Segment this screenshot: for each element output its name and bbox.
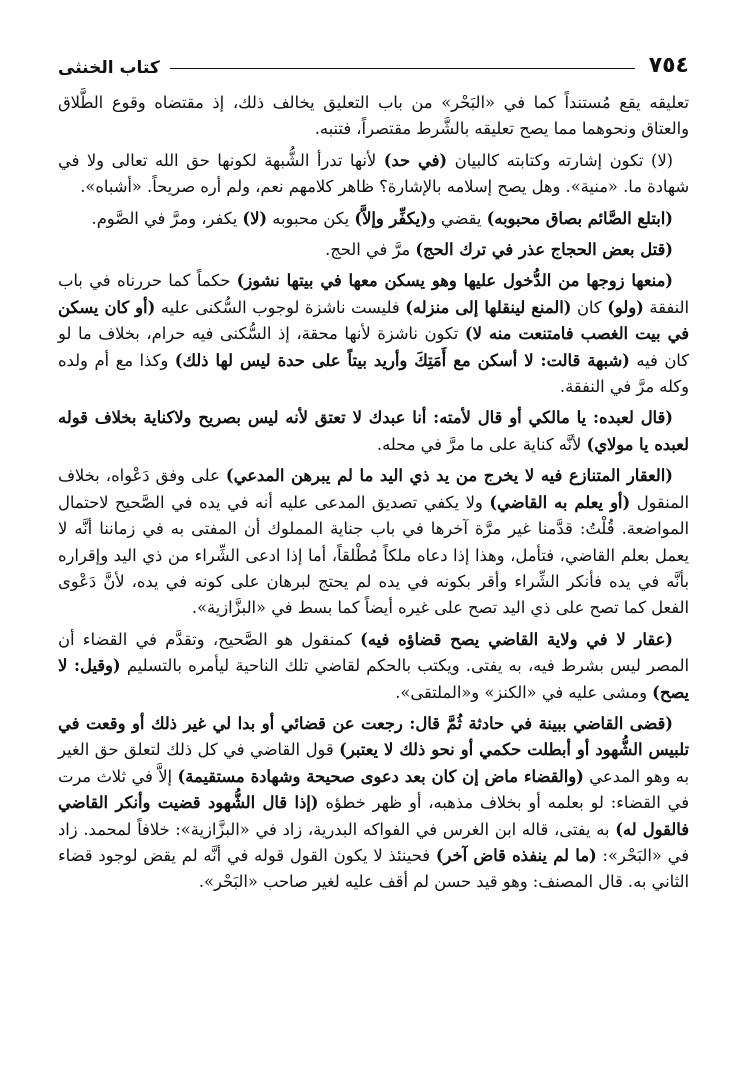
text-run: (لا) تكون إشارته وكتابته كالبيان <box>447 150 673 170</box>
text-run: لأنَّه كناية على ما مرَّ في محله. <box>376 434 587 454</box>
paragraph <box>58 268 689 400</box>
bold-text: (منعها زوجها من الدُّخول عليها وهو يسكن معها في بيتها نشوز) <box>236 271 673 291</box>
bold-text: (أو كان يسكن في بيت الغصب فامتنعت منه لا) <box>58 297 689 344</box>
bold-text: (أو يعلم به القاضي) <box>489 492 631 512</box>
text-run: فحينئذ لا يكون القول قوله في أنَّه لم يقض لوجود قضاء الثاني به. قال المصنف: وهو قيد حسن لم أقف عليه لغير صاحب «البَحْر». <box>58 845 689 892</box>
bold-text: (المنع لينقلها إلى منزله) <box>405 297 572 317</box>
text-run: تعليقه يقع مُستنداً كما في «البَحْر» من باب التعليق يخالف ذلك، إذ مقتضاه وقوع الطَّلاق والعتاق ونحوهما مما يصح تعليقه بالشَّرط مقتصراً، فتنبه. <box>58 93 689 139</box>
bold-text: (العقار المتنازع فيه لا يخرج من يد ذي اليد ما لم يبرهن المدعي) <box>225 466 673 486</box>
paragraph <box>58 206 689 232</box>
text-run: كان <box>571 297 608 317</box>
text-run: يقضي و <box>427 208 487 228</box>
paragraph <box>58 148 689 201</box>
paragraph <box>58 463 689 621</box>
text-run: مرَّ في الحج. <box>325 240 416 260</box>
page-header <box>58 44 689 78</box>
text-run: ولا يكفي تصديق المدعى عليه أنه في يده في الصَّحيح لاحتمال المواضعة. قُلْتُ: قدَّمنا غير مرَّة آخرها في باب جناية المملوك أن المفتى به في زماننا أنَّه لا يعمل بعلم القاضي، فتأمل، وهذا إذا دعاه ملكاً مُطْلقاً، أما إذا ادعى الشِّراء من ذي اليد وإقراره بأنَّه في يده فأنكر الشِّراء وأقر بكونه في يده لم يحتج لبرهان على كونه في يده، لأنَّ دَعْوى الفعل كما تصح على ذي اليد تصح على غيره أيضاً كما بسط في «البزَّازية». <box>58 492 689 618</box>
bold-text: (قضى القاضي ببينة في حادثة ثُمَّ قال: رجعت عن قضائي أو بدا لي غير ذلك أو وقعت في تلبيس الشُّهود أو أبطلت حكمي أو نحو ذلك لا يعتبر) <box>58 713 689 760</box>
paragraph <box>58 405 689 458</box>
text-run: به يفتى، قاله ابن الغرس في الفواكه البدرية، زاد في «البزَّازية»: خلافاً لمحمد. زاد في «البَحْر»: <box>58 819 689 865</box>
text-run: كمنقول هو الصَّحيح، وتقدَّم في القضاء أن المصر ليس بشرط فيه، به يفتى. ويكتب بالحكم لقاضي تلك الناحية ليأمره بالتسليم <box>58 629 689 676</box>
text-run: قول القاضي في كل ذلك لتعلق حق الغير به وهو المدعي <box>58 740 690 786</box>
paragraph <box>58 711 689 896</box>
paragraph <box>58 627 689 706</box>
text-run: إلاَّ في ثلاث مرت في القضاء: لو بعلمه أو بخلاف مذهبه، أو ظهر خطؤه <box>58 766 689 813</box>
bold-text: (يكفِّر وإلاَّ) <box>354 208 428 228</box>
text-run: تكون ناشزة لأنها محقة، إذ السُّكنى فيه حرام، بخلاف ما لو كان فيه <box>58 324 689 370</box>
bold-text: (ولو) <box>607 297 644 317</box>
text-run: وكذا مع أم ولده وكله مرَّ في النفقة. <box>58 350 689 397</box>
bold-text: (شبهة قالت: لا أسكن مع أَمَتِكَ وأريد بيتاً على حدة ليس لها ذلك) <box>174 350 630 370</box>
text-run: ومشى عليه في «الكنز» و«الملتقى». <box>395 682 653 702</box>
bold-text: (في حد) <box>383 150 448 170</box>
body-text <box>58 90 689 896</box>
running-title: كتاب الخنثى <box>58 58 160 78</box>
bold-text: (وقيل: لا يصح) <box>58 656 689 702</box>
text-run: يكفر، ومرَّ في الصَّوم. <box>91 208 243 228</box>
bold-text: (عقار لا في ولاية القاضي يصح قضاؤه فيه) <box>360 629 673 649</box>
paragraph <box>58 237 689 263</box>
text-run: لأنها تدرأ الشُّبهة لكونها حق الله تعالى ولا في شهادة ما. «منية». وهل يصح إسلامه بالإشارة؟ ظاهر كلامهم نعم، ولم أره صريحاً. «أشباه». <box>58 150 689 197</box>
bold-text: (والقضاء ماض إن كان بعد دعوى صحيحة وشهادة مستقيمة) <box>177 766 584 786</box>
bold-text: (إذا قال الشُّهود قضيت وأنكر القاضي فالقول له) <box>58 793 689 839</box>
page-number: ٧٥٤ <box>648 53 689 78</box>
text-run: على وفق دَعْواه، بخلاف المنقول <box>58 466 689 512</box>
bold-text: (قتل بعض الحجاج عذر في ترك الحج) <box>415 240 673 260</box>
bold-text: (لا) <box>242 208 268 228</box>
text-run: يكن محبوبه <box>267 208 355 228</box>
bold-text: (ابتلع الصَّائم بصاق محبوبه) <box>486 208 673 228</box>
paragraph <box>58 90 689 143</box>
header-rule <box>170 68 635 69</box>
bold-text: (ما لم ينفذه قاض آخر) <box>435 845 597 865</box>
text-run: حكماً كما حررناه في باب النفقة <box>58 271 689 317</box>
bold-text: (قال لعبده: يا مالكي أو قال لأمته: أنا عبدك لا تعتق لأنه ليس بصريح ولاكناية بخلاف قوله لعبده يا مولاي) <box>58 408 689 454</box>
text-run: فليست ناشزة لوجوب السُّكنى عليه <box>155 297 406 317</box>
